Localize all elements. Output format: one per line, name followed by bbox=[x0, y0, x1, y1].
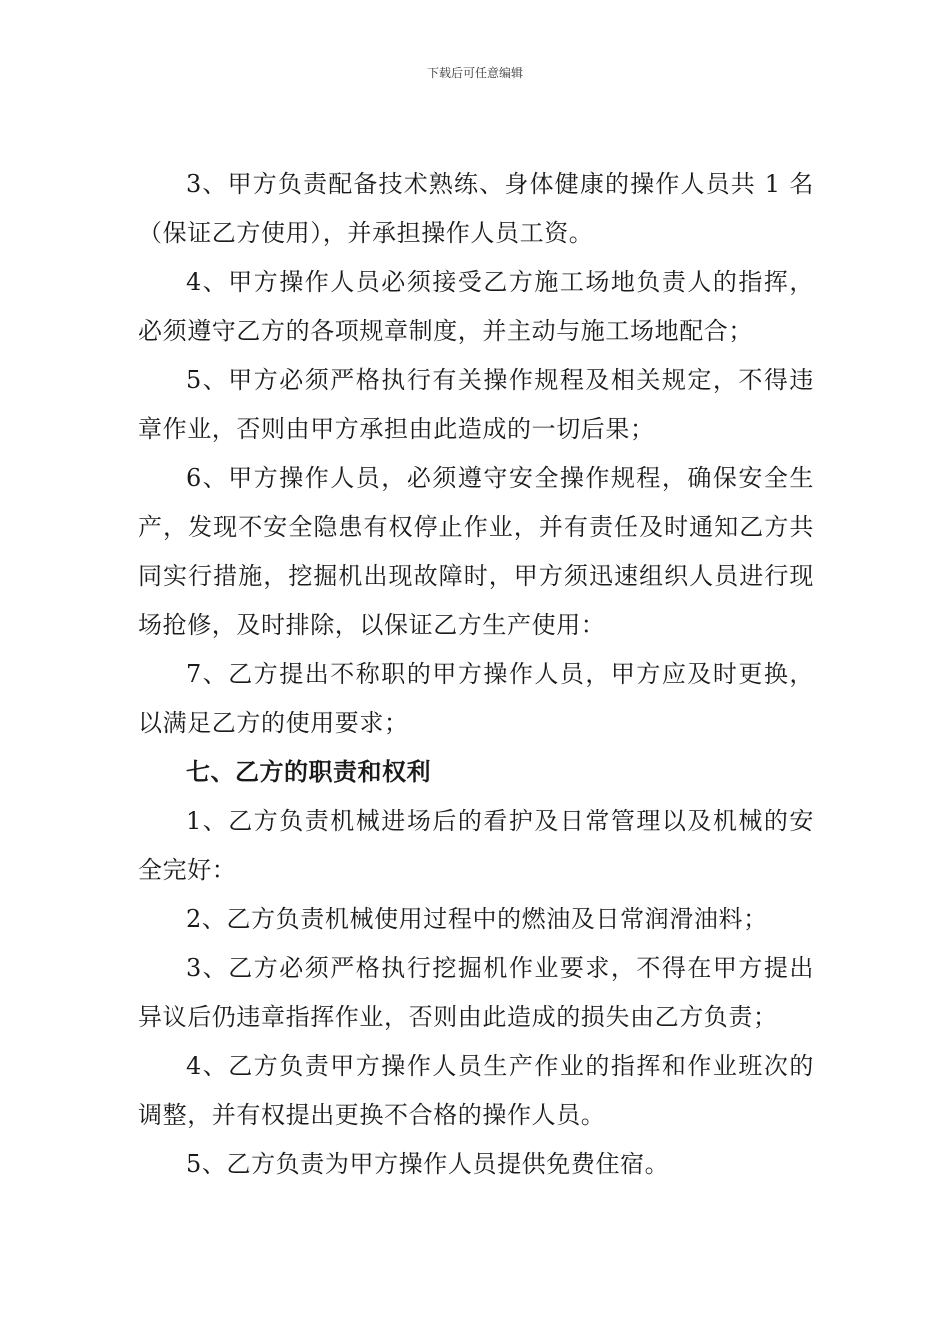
clause-7-1: 1、乙方负责机械进场后的看护及日常管理以及机械的安全完好： bbox=[138, 807, 814, 884]
document-body bbox=[138, 160, 814, 1189]
clause-7-3: 3、乙方必须严格执行挖掘机作业要求，不得在甲方提出异议后仍违章指挥作业，否则由此造成的损失由乙方负责； bbox=[138, 954, 814, 1031]
clause-7-2: 2、乙方负责机械使用过程中的燃油及日常润滑油料； bbox=[186, 905, 768, 933]
clause-7-4: 4、乙方负责甲方操作人员生产作业的指挥和作业班次的调整，并有权提出更换不合格的操作人员。 bbox=[138, 1052, 814, 1129]
clause-6-3: 3、甲方负责配备技术熟练、身体健康的操作人员共 1 名（保证乙方使用），并承担操作人员工资。 bbox=[138, 170, 814, 247]
clause-6-4: 4、甲方操作人员必须接受乙方施工场地负责人的指挥，必须遵守乙方的各项规章制度，并主动与施工场地配合； bbox=[138, 268, 814, 345]
clause-6-5: 5、甲方必须严格执行有关操作规程及相关规定，不得违章作业，否则由甲方承担由此造成的一切后果； bbox=[138, 366, 814, 443]
header-note: 下载后可任意编辑 bbox=[426, 66, 523, 80]
clause-6-6: 6、甲方操作人员，必须遵守安全操作规程，确保安全生产，发现不安全隐患有权停止作业，并有责任及时通知乙方共同实行措施，挖掘机出现故障时，甲方须迅速组织人员进行现场抢修，及时排除，以保证乙方生产使用： bbox=[138, 464, 814, 639]
section-7-heading: 七、乙方的职责和权利 bbox=[186, 758, 431, 786]
clause-6-7: 7、乙方提出不称职的甲方操作人员，甲方应及时更换，以满足乙方的使用要求； bbox=[138, 660, 814, 737]
clause-7-5: 5、乙方负责为甲方操作人员提供免费住宿。 bbox=[186, 1150, 670, 1178]
